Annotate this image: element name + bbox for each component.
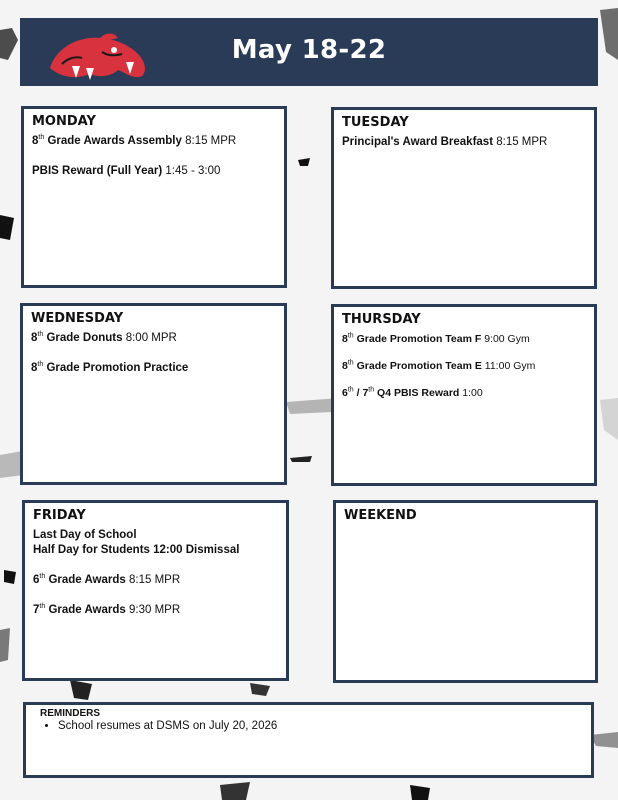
friday-note: Last Day of School (33, 529, 137, 541)
reminders-box (23, 702, 594, 778)
list-item: 6th / 7th Q4 PBIS Reward 1:00 (342, 386, 483, 399)
list-item: 7th Grade Awards 9:30 MPR (33, 603, 181, 616)
list-item: Principal's Award Breakfast 8:15 MPR (342, 136, 548, 148)
weekend-box (333, 500, 598, 683)
day-label-friday: FRIDAY (33, 508, 86, 523)
day-label-weekend: WEEKEND (344, 508, 417, 523)
list-item: 6th Grade Awards 8:15 MPR (33, 573, 181, 586)
day-label-thursday: THURSDAY (342, 312, 421, 327)
day-label-tuesday: TUESDAY (342, 115, 409, 130)
tuesday-box (331, 107, 597, 289)
day-label-monday: MONDAY (32, 114, 96, 129)
list-item: 8th Grade Promotion Team F 9:00 Gym (342, 332, 530, 345)
thursday-box (331, 304, 597, 486)
friday-box (22, 500, 289, 681)
friday-note: Half Day for Students 12:00 Dismissal (33, 544, 240, 556)
day-label-wednesday: WEDNESDAY (31, 311, 124, 326)
list-item: PBIS Reward (Full Year) 1:45 - 3:00 (32, 165, 221, 177)
monday-box (21, 106, 287, 288)
page-title: May 18-22 (231, 35, 387, 65)
reminders-title: REMINDERS (40, 708, 101, 719)
page-header (20, 18, 598, 86)
list-item: 8th Grade Awards Assembly 8:15 MPR (32, 134, 237, 147)
list-item: • School resumes at DSMS on July 20, 2026 (58, 720, 577, 732)
wednesday-box (20, 303, 287, 485)
list-item: 8th Grade Promotion Practice (31, 361, 189, 374)
list-item: 8th Grade Promotion Team E 11:00 Gym (342, 359, 536, 372)
list-item: 8th Grade Donuts 8:00 MPR (31, 331, 177, 344)
reminders-list (58, 720, 577, 732)
